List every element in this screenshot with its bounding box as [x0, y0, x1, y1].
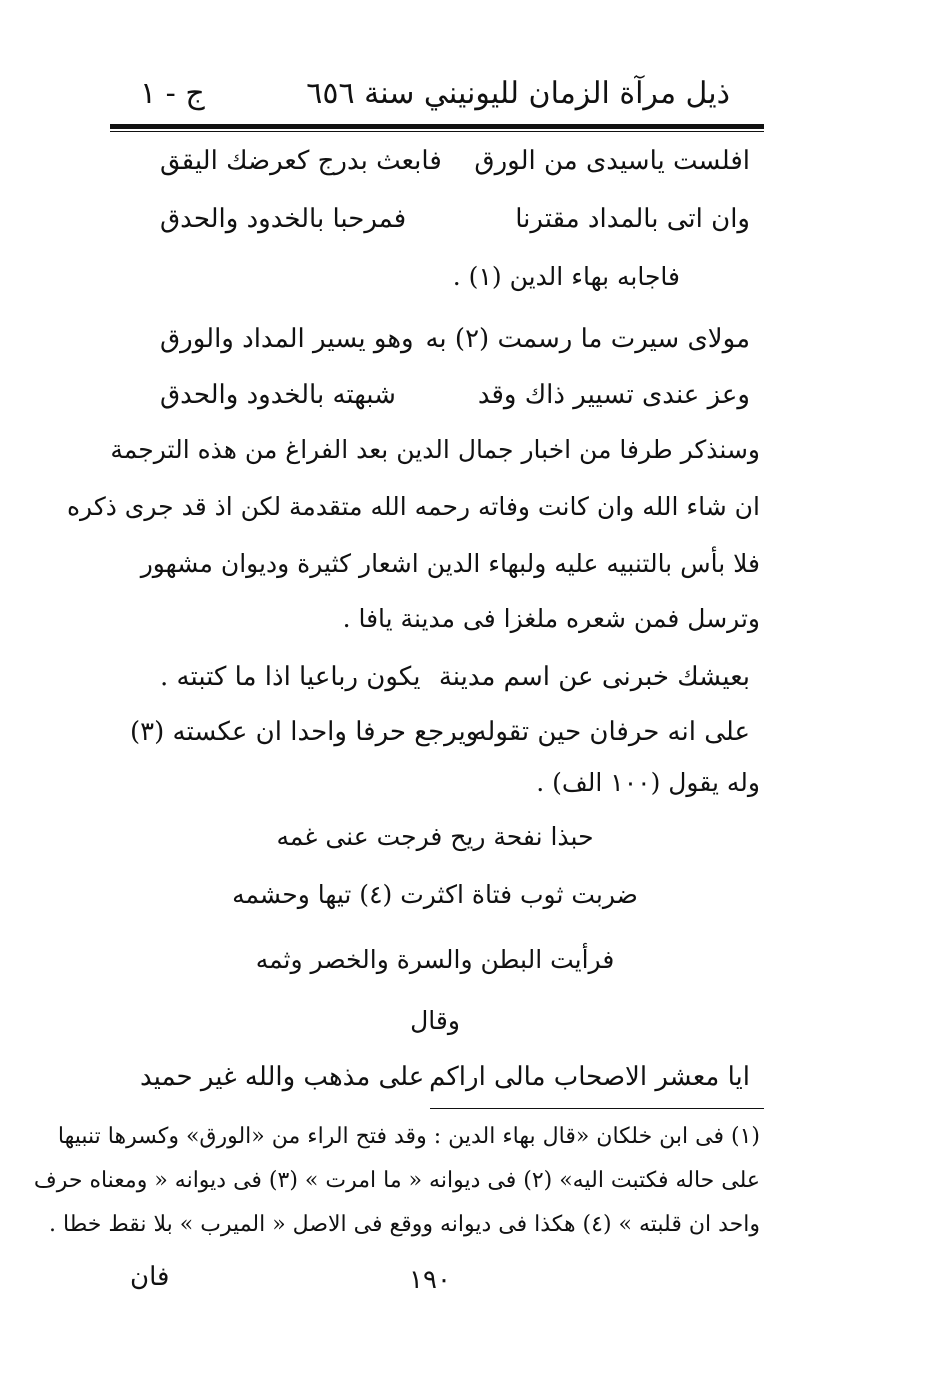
header-rule-thin: [110, 131, 764, 132]
verse-line: [120, 1056, 760, 1116]
volume-part-label: ج - ١: [140, 76, 205, 111]
verse-hemistich-first: على انه حرفان حين تقوله: [473, 717, 750, 747]
verse-hemistich-first: بعيشك خبرنى عن اسم مدينة: [438, 662, 750, 692]
header-rule: [110, 124, 764, 129]
footnote-line: على حاله فكتبت اليه» (٢) فى ديوانه « ما امرت » (٣) فى ديوانه « ومعناه حرف: [33, 1168, 760, 1193]
prose-line: وسنذكر طرفا من اخبار جمال الدين بعد الفراغ من هذه الترجمة: [110, 435, 760, 464]
prose-line: فلا بأس بالتنبيه عليه ولبهاء الدين اشعار كثيرة وديوان مشهور: [140, 549, 760, 578]
prose-line: ان شاء الله وان كانت وفاته رحمه الله متقدمة لكن اذ قد جرى ذكره: [66, 492, 760, 521]
verse-line: [120, 374, 760, 434]
verse-hemistich-second: على مذهب والله غير حميد: [140, 1062, 425, 1092]
page-number: ١٩٠: [409, 1265, 451, 1295]
catchword: فان: [130, 1262, 170, 1292]
poem-line: ضربت ثوب فتاة اكثرت (٤) تيها وحشمه: [232, 880, 638, 909]
prose-line: وترسل فمن شعره ملغزا فى مدينة يافا .: [342, 604, 760, 633]
page-header: [120, 70, 760, 120]
verse-line: [120, 198, 760, 258]
verse-hemistich-first: ايا معشر الاصحاب مالى اراكم: [429, 1062, 750, 1092]
verse-line: [120, 140, 760, 200]
verse-line: [120, 711, 760, 771]
verse-hemistich-second: ويرجع حرفا واحدا ان عكسته (٣): [130, 717, 479, 747]
verse-line: [120, 318, 760, 378]
poem-intro: وله يقول (١٠٠ الف) .: [536, 768, 760, 797]
verse-hemistich-first: افلست ياسيدى من الورق: [474, 146, 750, 176]
wa-qal-heading: وقال: [410, 1006, 460, 1035]
verse-hemistich-second: فابعث بدرج كعرضك اليقق: [160, 146, 442, 176]
verse-hemistich-first: وعز عندى تسيير ذاك وقد: [477, 380, 750, 410]
verse-hemistich-second: وهو يسير المداد والورق: [160, 324, 414, 354]
verse-hemistich-first: وان اتى بالمداد مقترنا: [515, 204, 750, 234]
verse-line: [120, 656, 760, 716]
footnote-rule: [430, 1108, 764, 1109]
reply-intro: فاجابه بهاء الدين (١) .: [452, 262, 680, 291]
verse-hemistich-second: شبهته بالخدود والحدق: [160, 380, 396, 410]
verse-hemistich-first: مولاى سيرت ما رسمت (٢) به: [425, 324, 750, 354]
verse-hemistich-second: يكون رباعيا اذا ما كتبته .: [160, 662, 421, 692]
poem-line: فرأيت البطن والسرة والخصر وثمه: [255, 945, 615, 974]
footnote-line: (١) فى ابن خلكان «قال بهاء الدين : وقد فتح الراء من «الورق» وكسرها تنبيها: [57, 1124, 760, 1149]
footnote-line: واحد ان قلبته » (٤) هكذا فى ديوانه ووقع فى الاصل « الميرب » بلا نقط خطا .: [49, 1212, 760, 1237]
poem-line: حبذا نفحة ريح فرجت عنى غمه: [276, 822, 594, 851]
verse-hemistich-second: فمرحبا بالخدود والحدق: [160, 204, 407, 234]
running-title: ذيل مرآة الزمان لليونيني سنة ٦٥٦: [306, 76, 730, 111]
